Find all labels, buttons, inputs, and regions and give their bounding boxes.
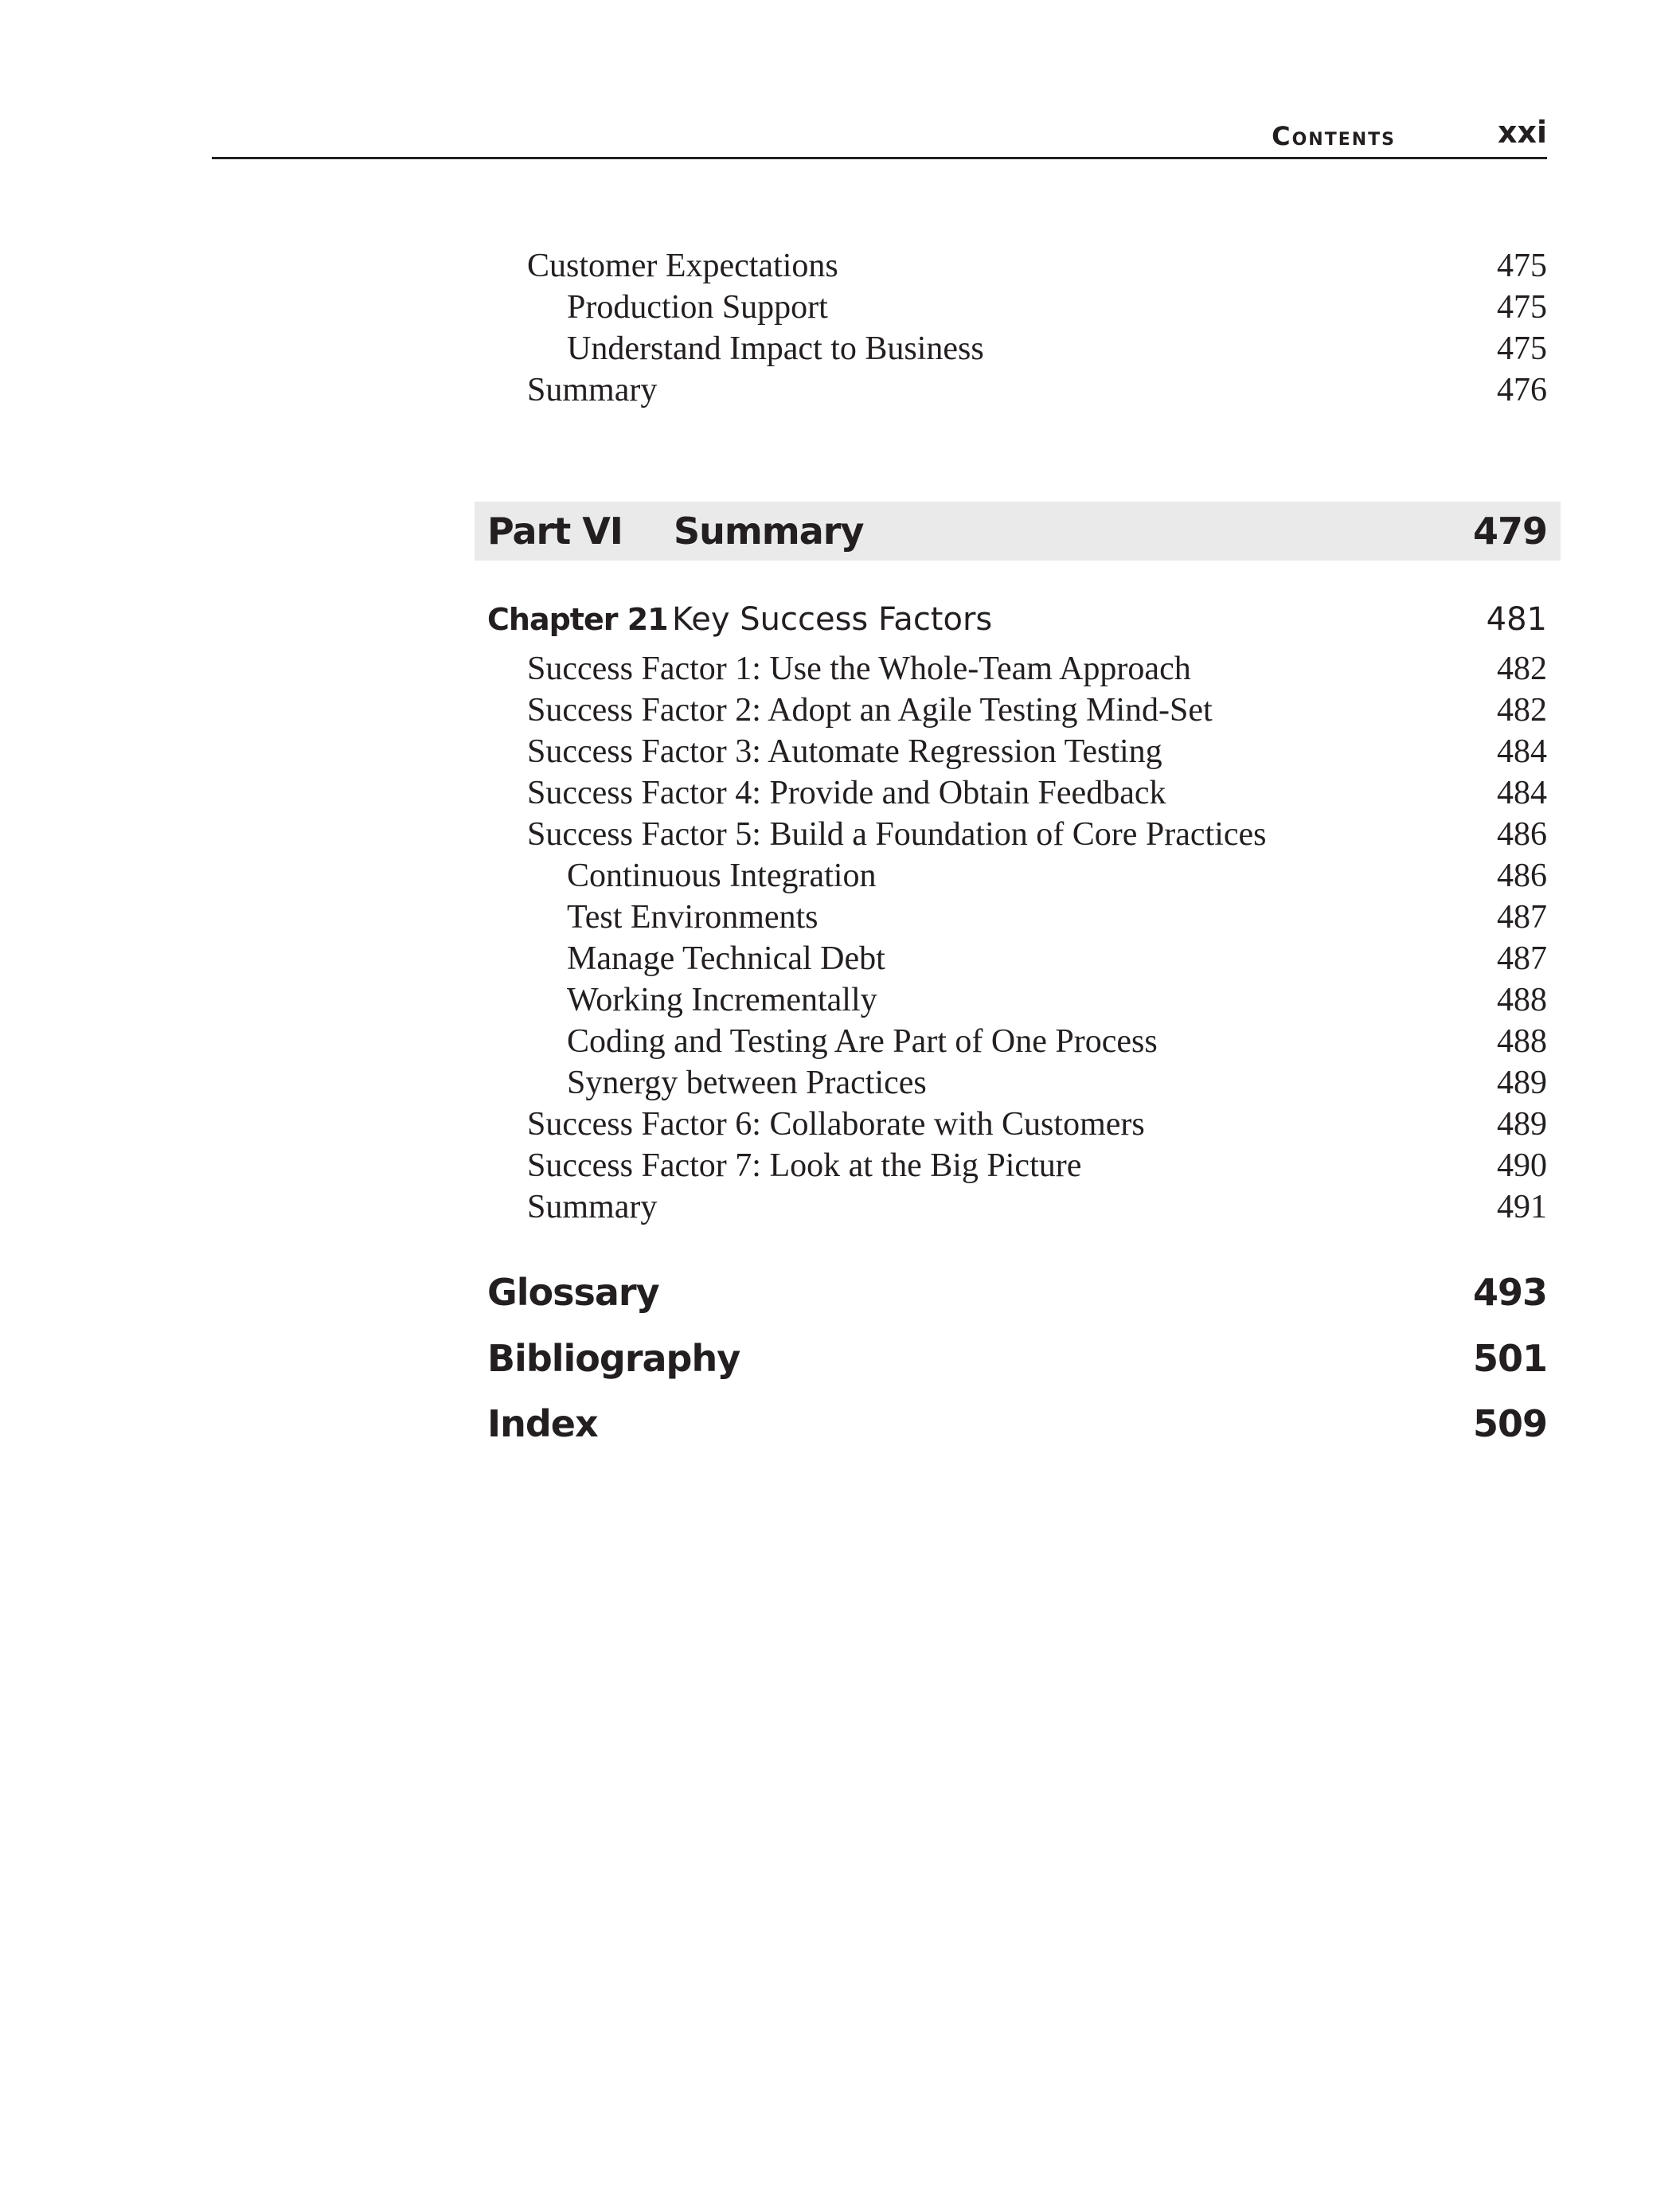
toc-subentry[interactable] (567, 855, 1547, 897)
back-matter-title: Bibliography (487, 1337, 740, 1380)
page-folio: xxi (1497, 115, 1547, 150)
back-matter-title: Glossary (487, 1271, 659, 1314)
toc-entry-title: Success Factor 7: Look at the Big Picture (527, 1147, 1082, 1184)
toc-entry-title: Success Factor 5: Build a Foundation of Core Practices (527, 816, 1267, 853)
toc-entry[interactable] (527, 690, 1547, 731)
toc-subentry[interactable] (567, 287, 1547, 328)
chapter-page: 481 (1486, 601, 1547, 638)
toc-entry[interactable] (527, 1145, 1547, 1186)
toc-entry-page: 488 (1497, 982, 1547, 1018)
chapter-label: Chapter 21 (487, 602, 668, 637)
toc-entry-title: Success Factor 2: Adopt an Agile Testing Mind-Set (527, 692, 1213, 729)
part-title: Summary (674, 510, 864, 553)
toc-entry[interactable] (527, 1104, 1547, 1145)
chapter-title: Key Success Factors (672, 601, 993, 638)
toc-subentry[interactable] (567, 897, 1547, 938)
toc-entry-title: Success Factor 1: Use the Whole-Team Approach (527, 651, 1191, 687)
toc-entry-page: 490 (1497, 1147, 1547, 1184)
toc-entry-page: 489 (1497, 1106, 1547, 1143)
toc-entry-title: Understand Impact to Business (567, 330, 984, 367)
toc-entry-title: Success Factor 6: Collaborate with Customers (527, 1106, 1145, 1143)
toc-entry-page: 486 (1497, 816, 1547, 853)
toc-entry-page: 482 (1497, 651, 1547, 687)
toc-entry-title: Continuous Integration (567, 858, 877, 894)
toc-entry-title: Success Factor 4: Provide and Obtain Feedback (527, 775, 1166, 811)
toc-entry-page: 482 (1497, 692, 1547, 729)
toc-entry[interactable] (527, 772, 1547, 814)
toc-entry[interactable] (527, 1186, 1547, 1228)
toc-entry-title: Synergy between Practices (567, 1065, 927, 1101)
toc-entry-page: 475 (1497, 248, 1547, 284)
toc-entry-page: 487 (1497, 899, 1547, 936)
toc-entry-page: 484 (1497, 733, 1547, 770)
part-heading[interactable] (475, 502, 1561, 561)
toc-entry-title: Manage Technical Debt (567, 940, 885, 977)
toc-entry-title: Working Incrementally (567, 982, 877, 1018)
part-page: 479 (1472, 510, 1547, 553)
back-matter-page: 493 (1472, 1271, 1547, 1314)
back-matter-page: 501 (1472, 1337, 1547, 1380)
toc-subentry[interactable] (567, 1062, 1547, 1104)
running-header (212, 111, 1547, 156)
toc-entry-page: 475 (1497, 289, 1547, 326)
header-rule (212, 157, 1547, 159)
toc-entry-page: 475 (1497, 330, 1547, 367)
toc-entry-title: Summary (527, 372, 658, 408)
toc-entry[interactable] (527, 245, 1547, 287)
toc-entry-page: 488 (1497, 1023, 1547, 1060)
toc-entry-page: 487 (1497, 940, 1547, 977)
toc-subentry[interactable] (567, 938, 1547, 979)
back-matter-index[interactable] (487, 1399, 1547, 1448)
toc-entry-title: Coding and Testing Are Part of One Process (567, 1023, 1158, 1060)
toc-entry-page: 486 (1497, 858, 1547, 894)
part-label: Part VI (487, 510, 623, 553)
toc-subentry[interactable] (567, 1021, 1547, 1062)
toc-entry-title: Success Factor 3: Automate Regression Testing (527, 733, 1162, 770)
back-matter-glossary[interactable] (487, 1268, 1547, 1317)
toc-entry-page: 484 (1497, 775, 1547, 811)
toc-entry[interactable] (527, 369, 1547, 411)
toc-entry[interactable] (527, 648, 1547, 690)
chapter-heading[interactable] (487, 597, 1547, 642)
toc-entry-page: 476 (1497, 372, 1547, 408)
toc-entry[interactable] (527, 814, 1547, 855)
back-matter-page: 509 (1472, 1402, 1547, 1445)
back-matter-title: Index (487, 1402, 598, 1445)
toc-entry-page: 489 (1497, 1065, 1547, 1101)
running-header-title: Contents (1272, 121, 1396, 151)
toc-entry-page: 491 (1497, 1189, 1547, 1225)
toc-entry[interactable] (527, 731, 1547, 772)
toc-entry-title: Production Support (567, 289, 828, 326)
toc-subentry[interactable] (567, 979, 1547, 1021)
toc-entry-title: Test Environments (567, 899, 819, 936)
toc-subentry[interactable] (567, 328, 1547, 369)
toc-entry-title: Customer Expectations (527, 248, 838, 284)
toc-entry-title: Summary (527, 1189, 658, 1225)
back-matter-bibliography[interactable] (487, 1334, 1547, 1383)
